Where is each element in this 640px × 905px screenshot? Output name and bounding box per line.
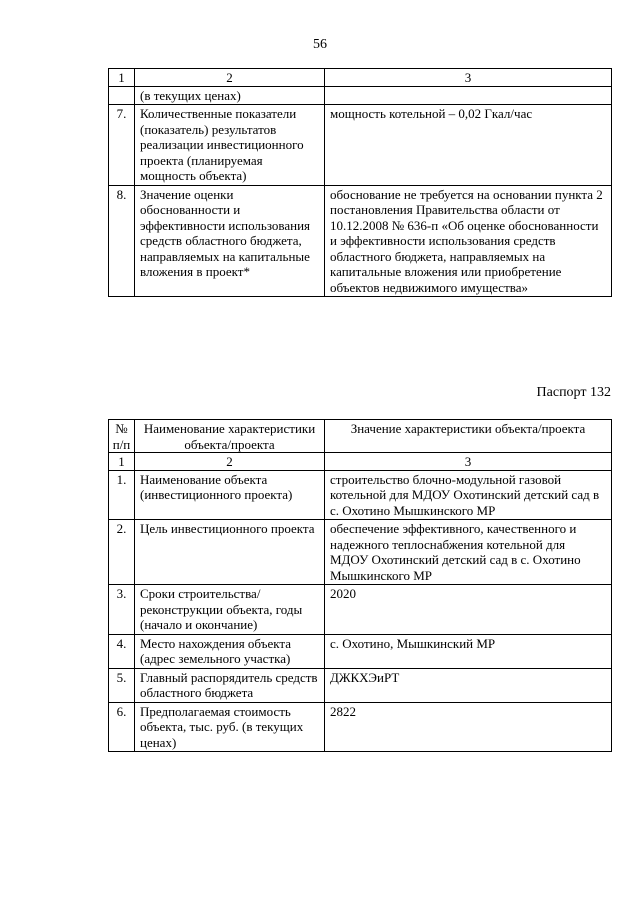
table-row <box>109 634 612 668</box>
passport-table <box>108 419 612 752</box>
characteristic-name: (в текущих ценах) <box>135 86 325 105</box>
characteristic-value: обеспечение эффективного, качественного и надежного теплоснабжения котельной для МДОУ Охотинский детский сад в с. Охотино Мышкинского МР <box>325 520 612 585</box>
characteristic-name: Главный распорядитель средств областного бюджета <box>135 668 325 702</box>
row-number: 8. <box>109 185 135 297</box>
page-number: 56 <box>313 37 327 52</box>
characteristic-name: Цель инвестиционного проекта <box>135 520 325 585</box>
passport-title: Паспорт 132 <box>536 385 611 400</box>
row-number <box>109 86 135 105</box>
column-number: 1 <box>109 69 135 87</box>
characteristic-value: мощность котельной – 0,02 Гкал/час <box>325 105 612 186</box>
column-number: 3 <box>325 453 612 471</box>
characteristic-name: Предполагаемая стоимость объекта, тыс. руб. (в текущих ценах) <box>135 702 325 752</box>
table-row <box>109 105 612 186</box>
characteristic-name: Сроки строительства/реконструкции объекта, годы (начало и окончание) <box>135 585 325 635</box>
header-value: Значение характеристики объекта/проекта <box>325 420 612 453</box>
row-number: 4. <box>109 634 135 668</box>
characteristic-name: Место нахождения объекта (адрес земельного участка) <box>135 634 325 668</box>
characteristic-value: 2020 <box>325 585 612 635</box>
row-number: 3. <box>109 585 135 635</box>
characteristic-value: 2822 <box>325 702 612 752</box>
column-number: 3 <box>325 69 612 87</box>
header-row <box>109 420 612 453</box>
row-number: 6. <box>109 702 135 752</box>
header-name: Наименование характеристики объекта/проекта <box>135 420 325 453</box>
column-number: 2 <box>135 69 325 87</box>
passport-table-continued <box>108 68 612 297</box>
row-number: 5. <box>109 668 135 702</box>
column-number: 2 <box>135 453 325 471</box>
table-row <box>109 585 612 635</box>
characteristic-name: Количественные показатели (показатель) результатов реализации инвестиционного проекта (планируемая мощность объекта) <box>135 105 325 186</box>
row-number: 2. <box>109 520 135 585</box>
characteristic-value: обоснование не требуется на основании пункта 2 постановления Правительства области от 10.12.2008 № 636-п «Об оценке обоснованности и эффективности использования средств областного бюджета, направляемых на капитальные вложения или приобретение объектов недвижимого имущества» <box>325 185 612 297</box>
column-number-row <box>109 69 612 87</box>
row-number: 7. <box>109 105 135 186</box>
table-row <box>109 702 612 752</box>
characteristic-name: Наименование объекта (инвестиционного проекта) <box>135 470 325 520</box>
row-number: 1. <box>109 470 135 520</box>
column-number: 1 <box>109 453 135 471</box>
table-row <box>109 86 612 105</box>
table-row <box>109 470 612 520</box>
characteristic-value: строительство блочно-модульной газовой котельной для МДОУ Охотинский детский сад в с. Охотино Мышкинского МР <box>325 470 612 520</box>
characteristic-value: ДЖКХЭиРТ <box>325 668 612 702</box>
column-number-row <box>109 453 612 471</box>
table-row <box>109 185 612 297</box>
characteristic-value: с. Охотино, Мышкинский МР <box>325 634 612 668</box>
characteristic-value <box>325 86 612 105</box>
table-row <box>109 668 612 702</box>
characteristic-name: Значение оценки обоснованности и эффективности использования средств областного бюджета, направляемых на капитальные вложения в проект* <box>135 185 325 297</box>
header-number: № п/п <box>109 420 135 453</box>
table-row <box>109 520 612 585</box>
